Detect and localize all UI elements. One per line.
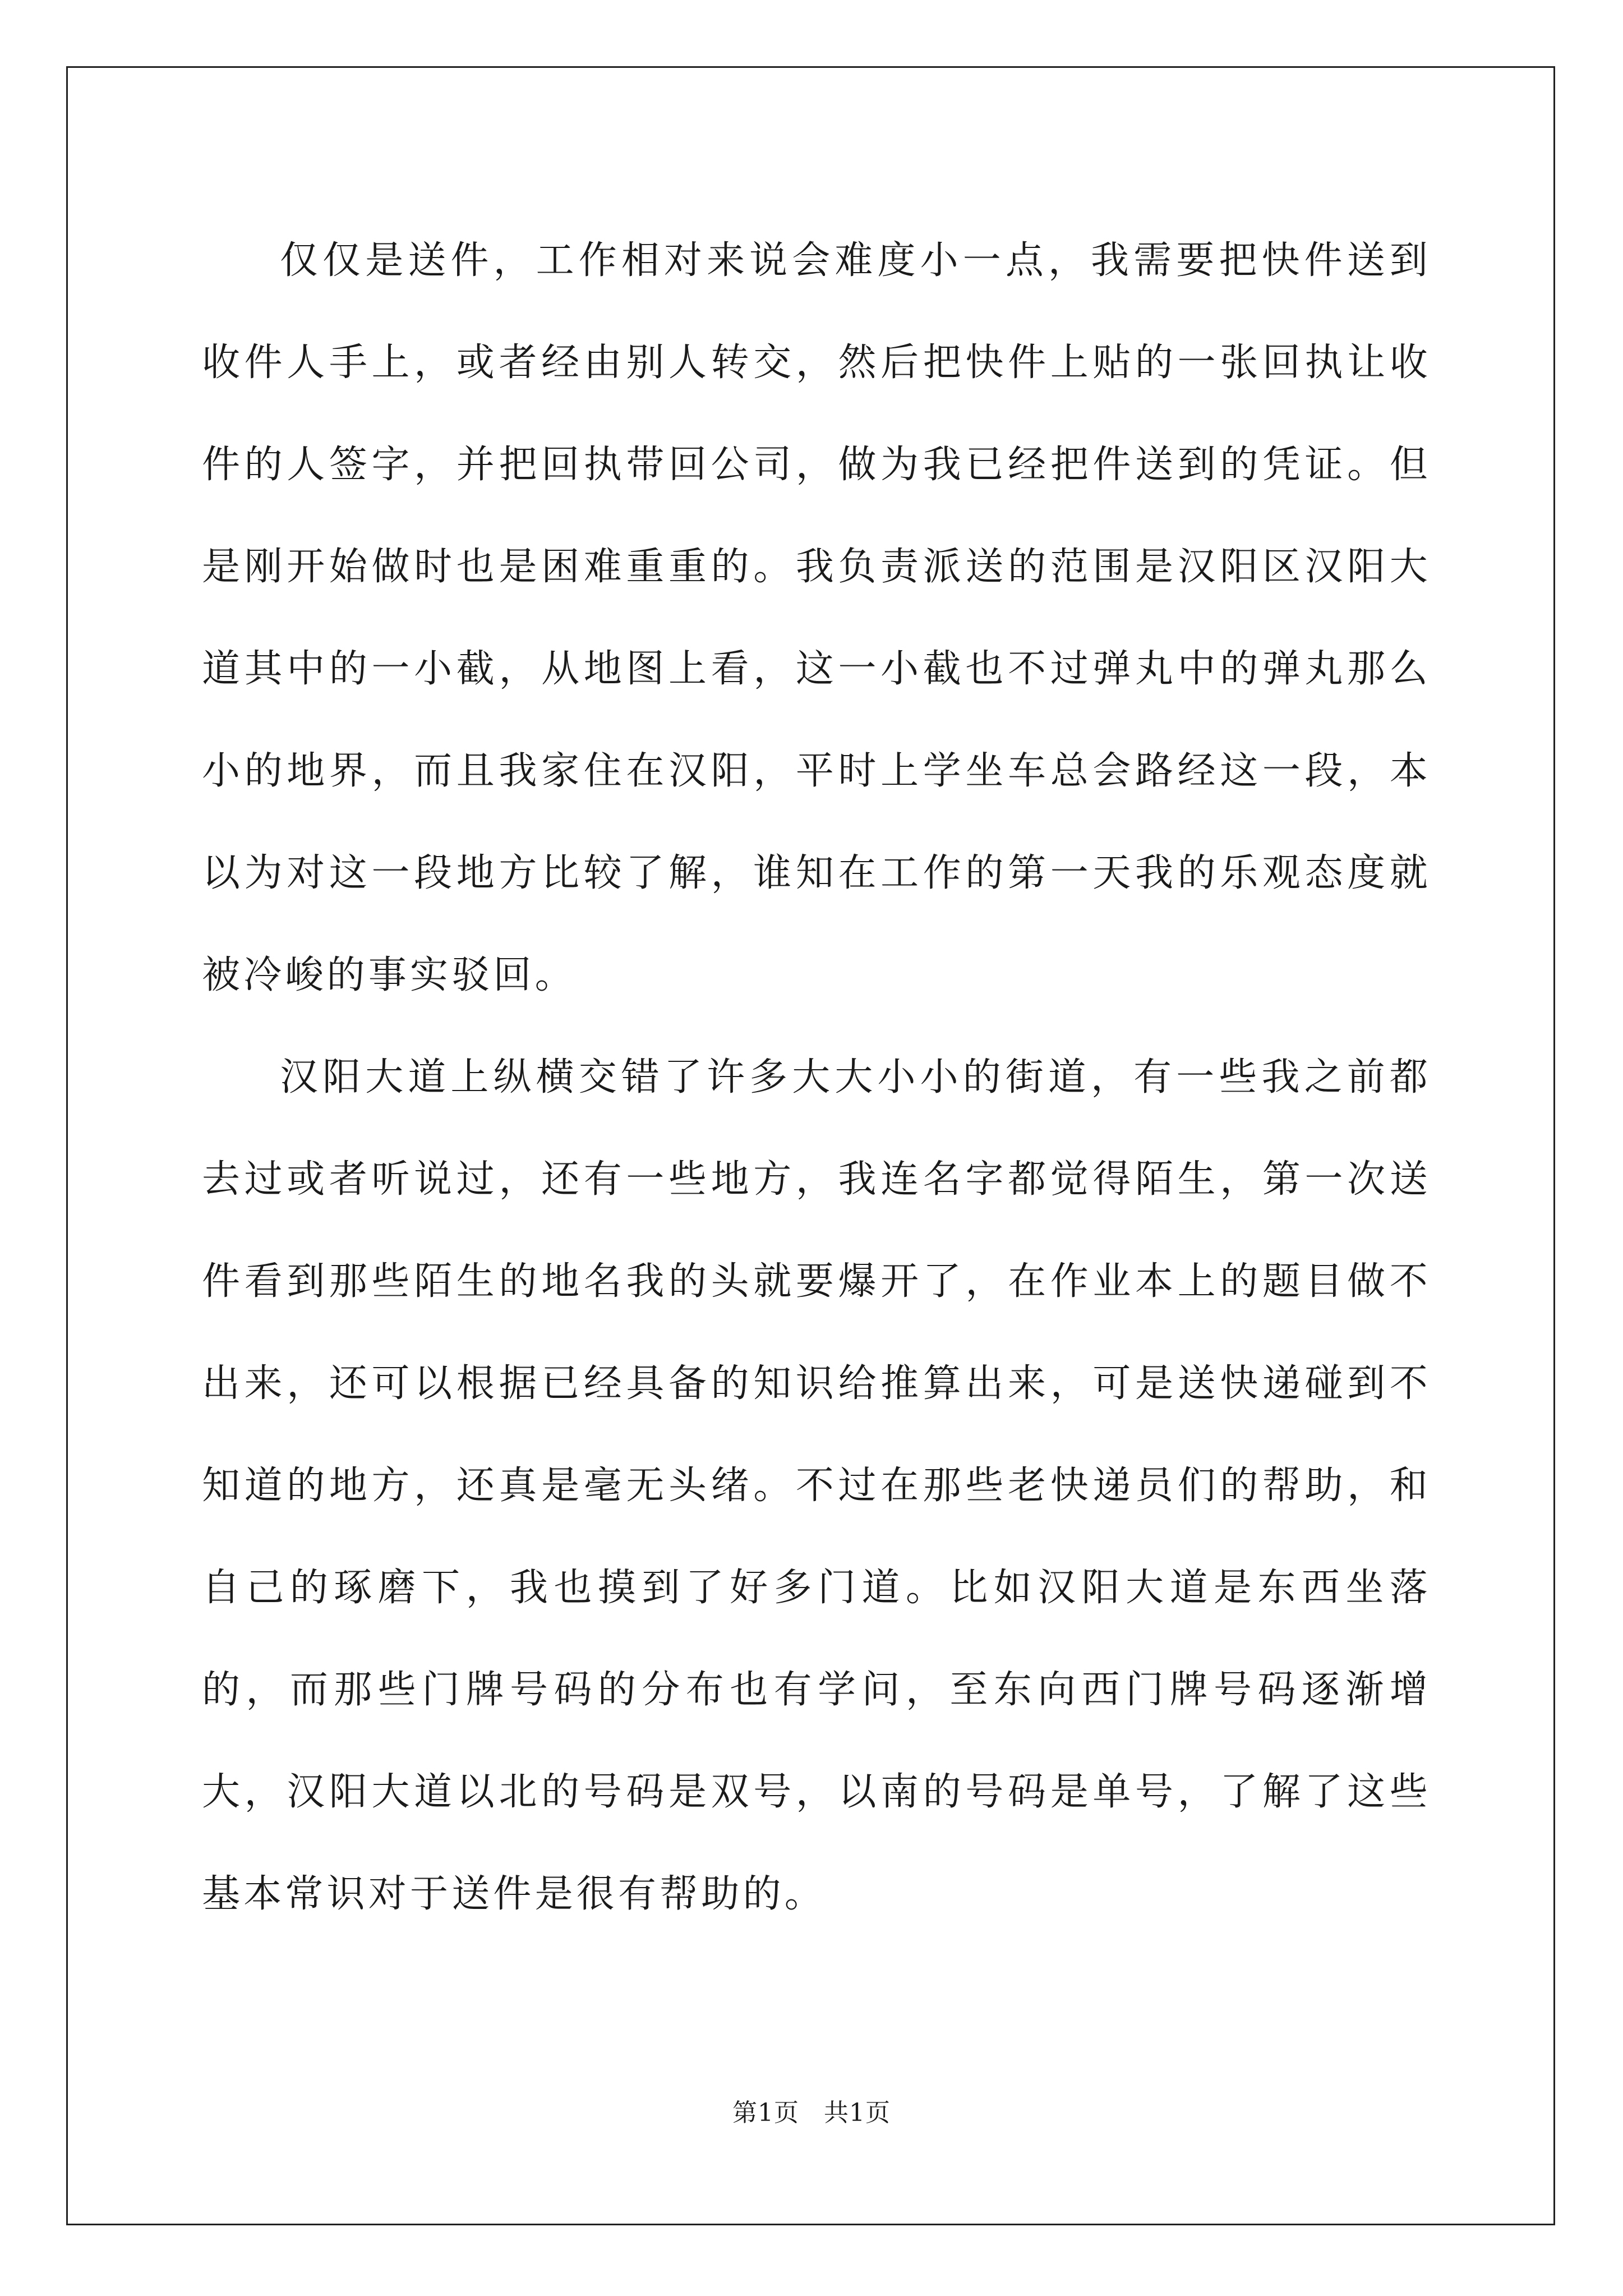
page-total: 共1页 bbox=[824, 2099, 891, 2127]
page-number: 第1页 bbox=[732, 2099, 799, 2127]
page-footer bbox=[0, 2092, 1623, 2128]
paragraph-1: 仅仅是送件，工作相对来说会难度小一点，我需要把快件送到收件人手上，或者经由别人转交，然后把快件上贴的一张回执让收件的人签字，并把回执带回公司，做为我已经把件送到的凭证。但是刚开始做时也是困难重重的。我负责派送的范围是汉阳区汉阳大道其中的一小截，从地图上看，这一小截也不过弹丸中的弹丸那么小的地界，而且我家住在汉阳，平时上学坐车总会路经这一段，本以为对这一段地方比较了解，谁知在工作的第一天我的乐观态度就被冷峻的事实驳回。 bbox=[202, 238, 1431, 997]
paragraph-2: 汉阳大道上纵横交错了许多大大小小的街道，有一些我之前都去过或者听说过，还有一些地方，我连名字都觉得陌生，第一次送件看到那些陌生的地名我的头就要爆开了，在作业本上的题目做不出来，还可以根据已经具备的知识给推算出来，可是送快递碰到不知道的地方，还真是毫无头绪。不过在那些老快递员们的帮助，和自己的琢磨下，我也摸到了好多门道。比如汉阳大道是东西坐落的，而那些门牌号码的分布也有学问，至东向西门牌号码逐渐增大，汉阳大道以北的号码是双号，以南的号码是单号，了解了这些基本常识对于送件是很有帮助的。 bbox=[202, 1055, 1431, 1916]
document-body bbox=[202, 210, 1431, 1945]
